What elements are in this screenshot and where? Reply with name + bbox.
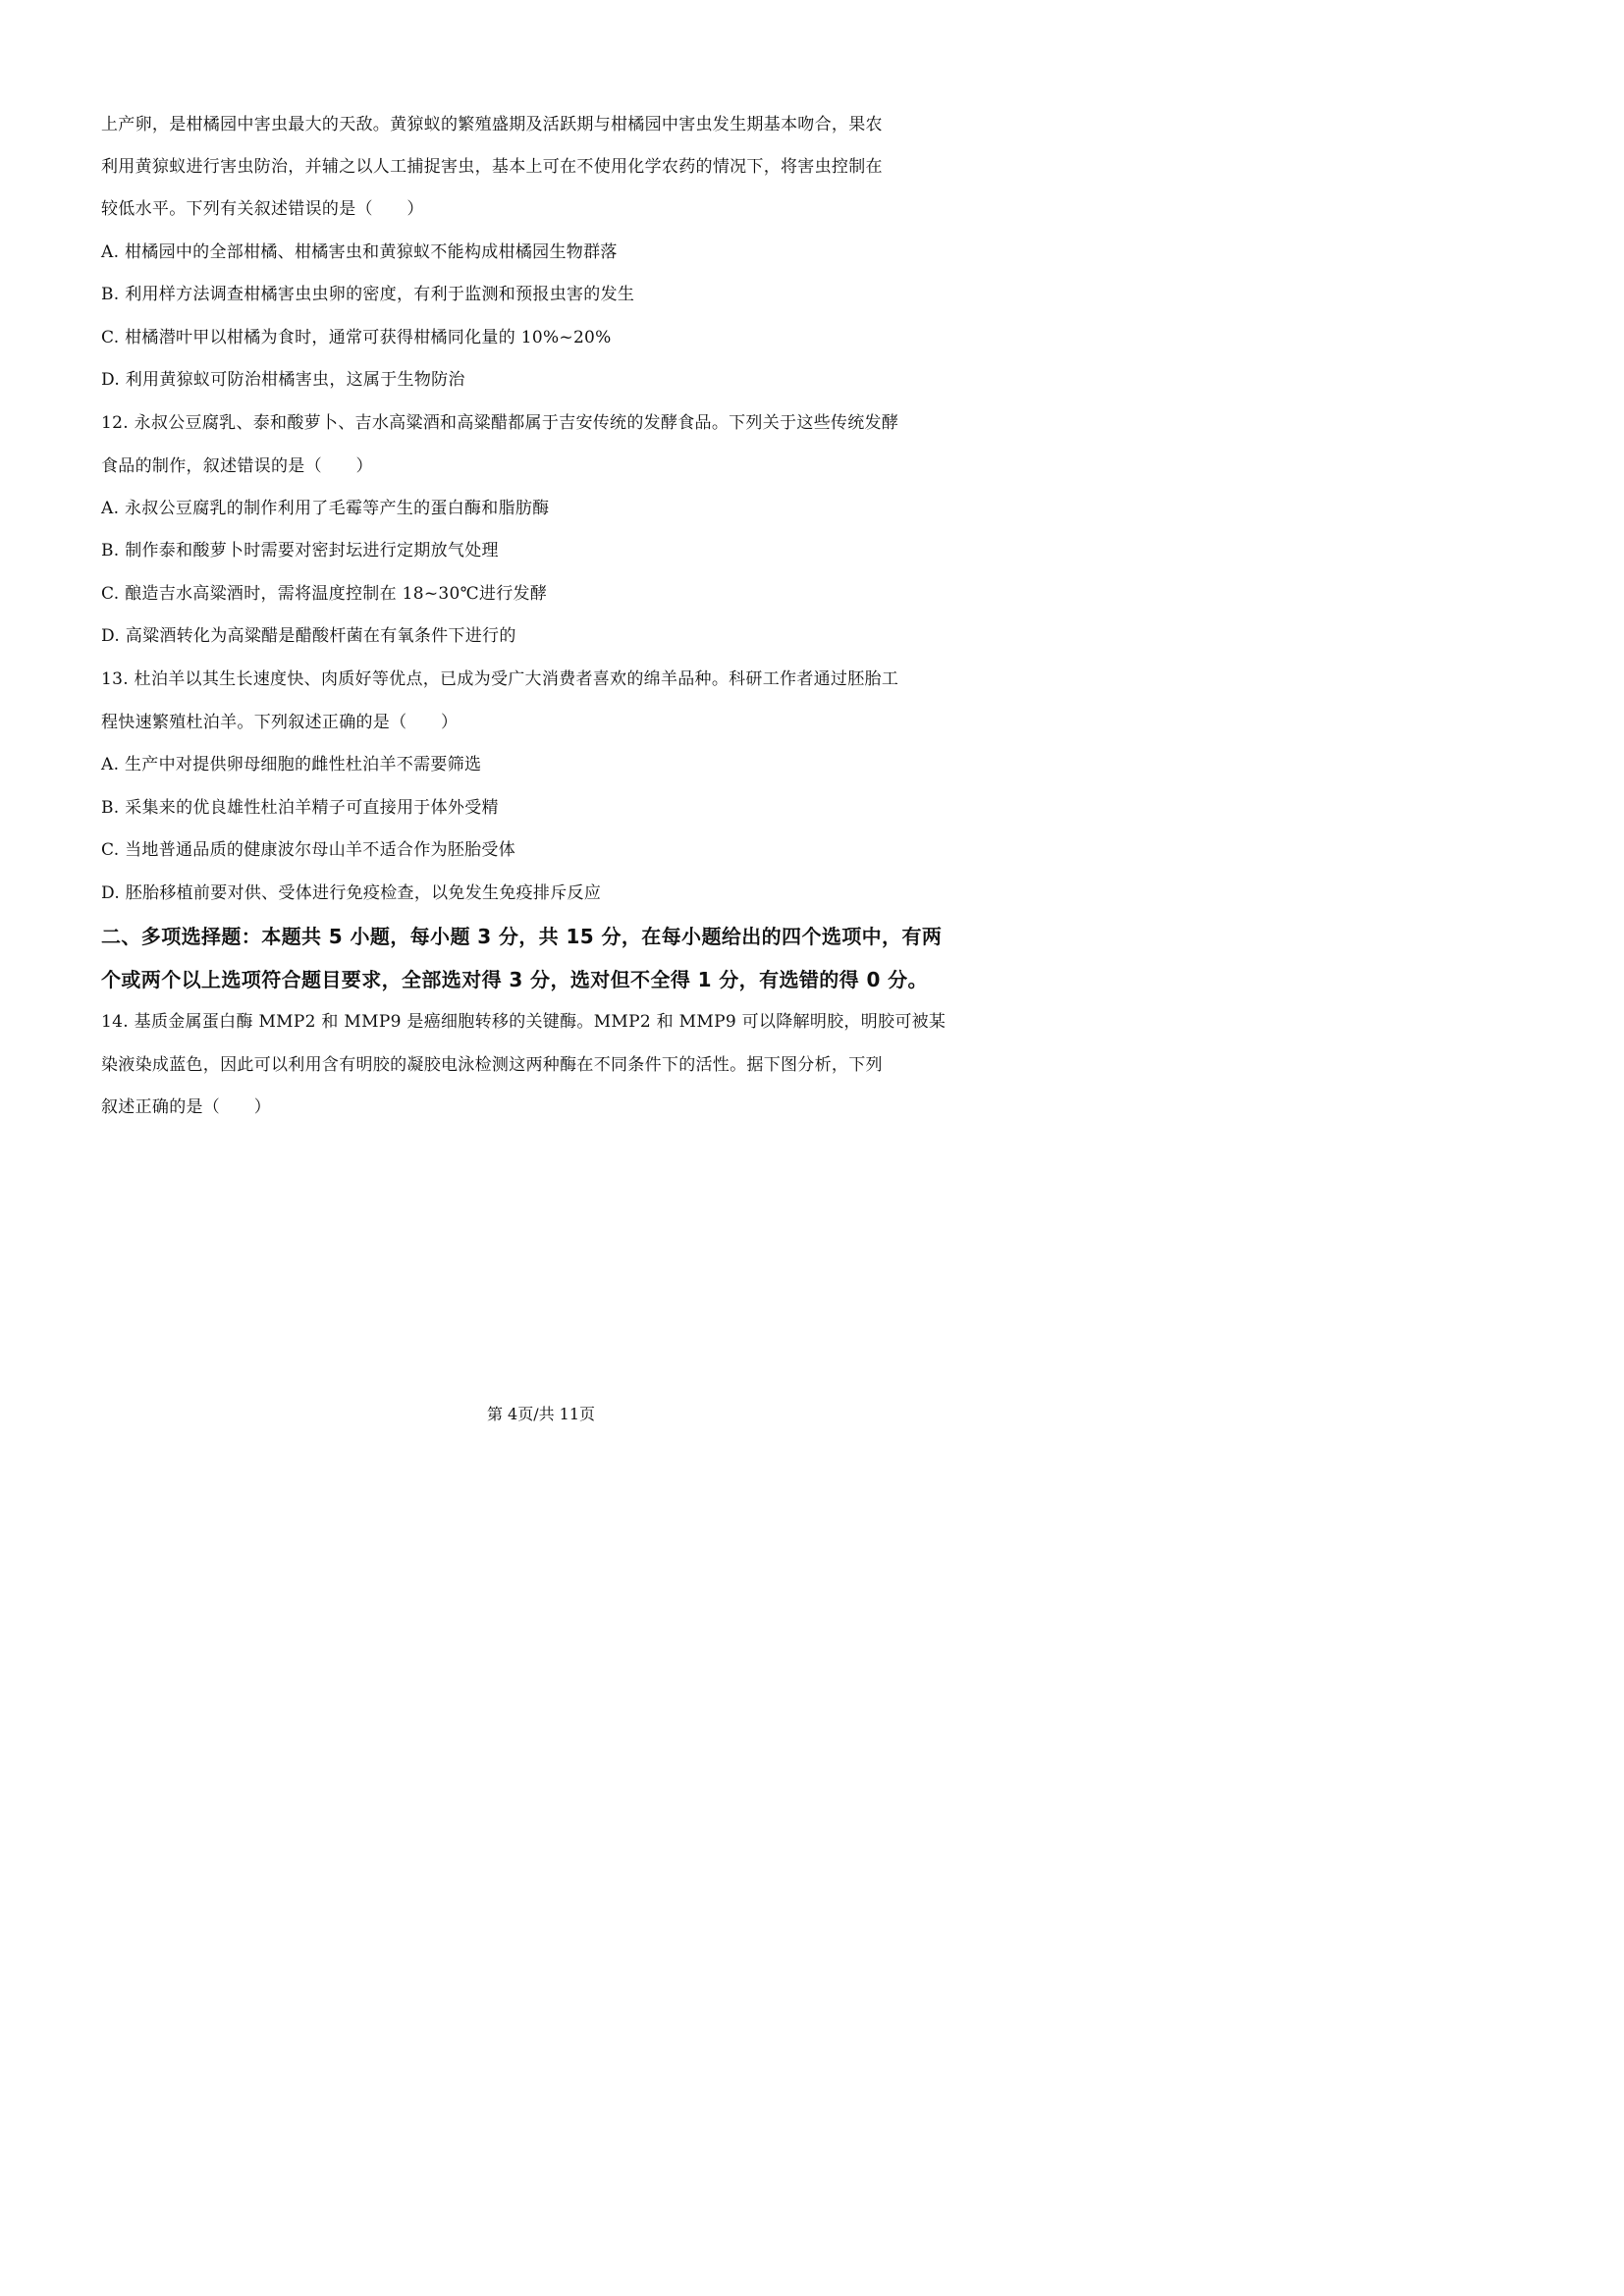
q11-option-a: A. 柑橘园中的全部柑橘、柑橘害虫和黄猄蚁不能构成柑橘园生物群落	[101, 242, 618, 262]
q13-option-c: C. 当地普通品质的健康波尔母山羊不适合作为胚胎受体	[101, 840, 516, 860]
q13-option-d: D. 胚胎移植前要对供、受体进行免疫检查，以免发生免疫排斥反应	[101, 883, 602, 903]
q14-stem-line-2: 染液染成蓝色，因此可以利用含有明胶的凝胶电泳检测这两种酶在不同条件下的活性。据下图分析，下列	[101, 1055, 883, 1075]
q11-stem-line-1: 上产卵，是柑橘园中害虫最大的天敌。黄猄蚁的繁殖盛期及活跃期与柑橘园中害虫发生期基本吻合，果农	[101, 115, 883, 134]
section-heading-line-2: 个或两个以上选项符合题目要求，全部选对得 3 分，选对但不全得 1 分，有选错的得 0 分。	[101, 968, 928, 991]
q11-option-d: D. 利用黄猄蚁可防治柑橘害虫，这属于生物防治	[101, 370, 465, 390]
q11-stem-line-3: 较低水平。下列有关叙述错误的是（ ）	[101, 199, 424, 219]
q12-stem-line-2: 食品的制作，叙述错误的是（ ）	[101, 456, 373, 476]
q14-stem-line-3: 叙述正确的是（ ）	[101, 1097, 271, 1117]
q12-option-a: A. 永叔公豆腐乳的制作利用了毛霉等产生的蛋白酶和脂肪酶	[101, 499, 550, 518]
q13-option-a: A. 生产中对提供卵母细胞的雌性杜泊羊不需要筛选	[101, 755, 482, 774]
q13-stem-line-1: 13. 杜泊羊以其生长速度快、肉质好等优点，已成为受广大消费者喜欢的绵羊品种。科研工作者通过胚胎工	[101, 669, 899, 689]
q12-option-c: C. 酿造吉水高粱酒时，需将温度控制在 18~30℃进行发酵	[101, 584, 548, 604]
q12-stem-line-1: 12. 永叔公豆腐乳、泰和酸萝卜、吉水高粱酒和高粱醋都属于吉安传统的发酵食品。下列关于这些传统发酵	[101, 413, 899, 433]
q14-stem-line-1: 14. 基质金属蛋白酶 MMP2 和 MMP9 是癌细胞转移的关键酶。MMP2 和 MMP9 可以降解明胶，明胶可被某	[101, 1012, 947, 1032]
q11-stem-line-2: 利用黄猄蚁进行害虫防治，并辅之以人工捕捉害虫，基本上可在不使用化学农药的情况下，将害虫控制在	[101, 157, 883, 177]
q11-option-c: C. 柑橘潜叶甲以柑橘为食时，通常可获得柑橘同化量的 10%~20%	[101, 328, 612, 347]
section-heading-line-1: 二、多项选择题：本题共 5 小题，每小题 3 分，共 15 分，在每小题给出的四个选项中，有两	[101, 925, 943, 948]
q13-stem-line-2: 程快速繁殖杜泊羊。下列叙述正确的是（ ）	[101, 713, 459, 732]
q13-option-b: B. 采集来的优良雄性杜泊羊精子可直接用于体外受精	[101, 798, 499, 818]
q12-option-b: B. 制作泰和酸萝卜时需要对密封坛进行定期放气处理	[101, 541, 499, 561]
q12-option-d: D. 高粱酒转化为高粱醋是醋酸杆菌在有氧条件下进行的	[101, 626, 516, 646]
page-number-footer: 第 4页/共 11页	[486, 1405, 596, 1423]
q11-option-b: B. 利用样方法调查柑橘害虫虫卵的密度，有利于监测和预报虫害的发生	[101, 285, 635, 304]
exam-page	[0, 0, 1082, 1529]
